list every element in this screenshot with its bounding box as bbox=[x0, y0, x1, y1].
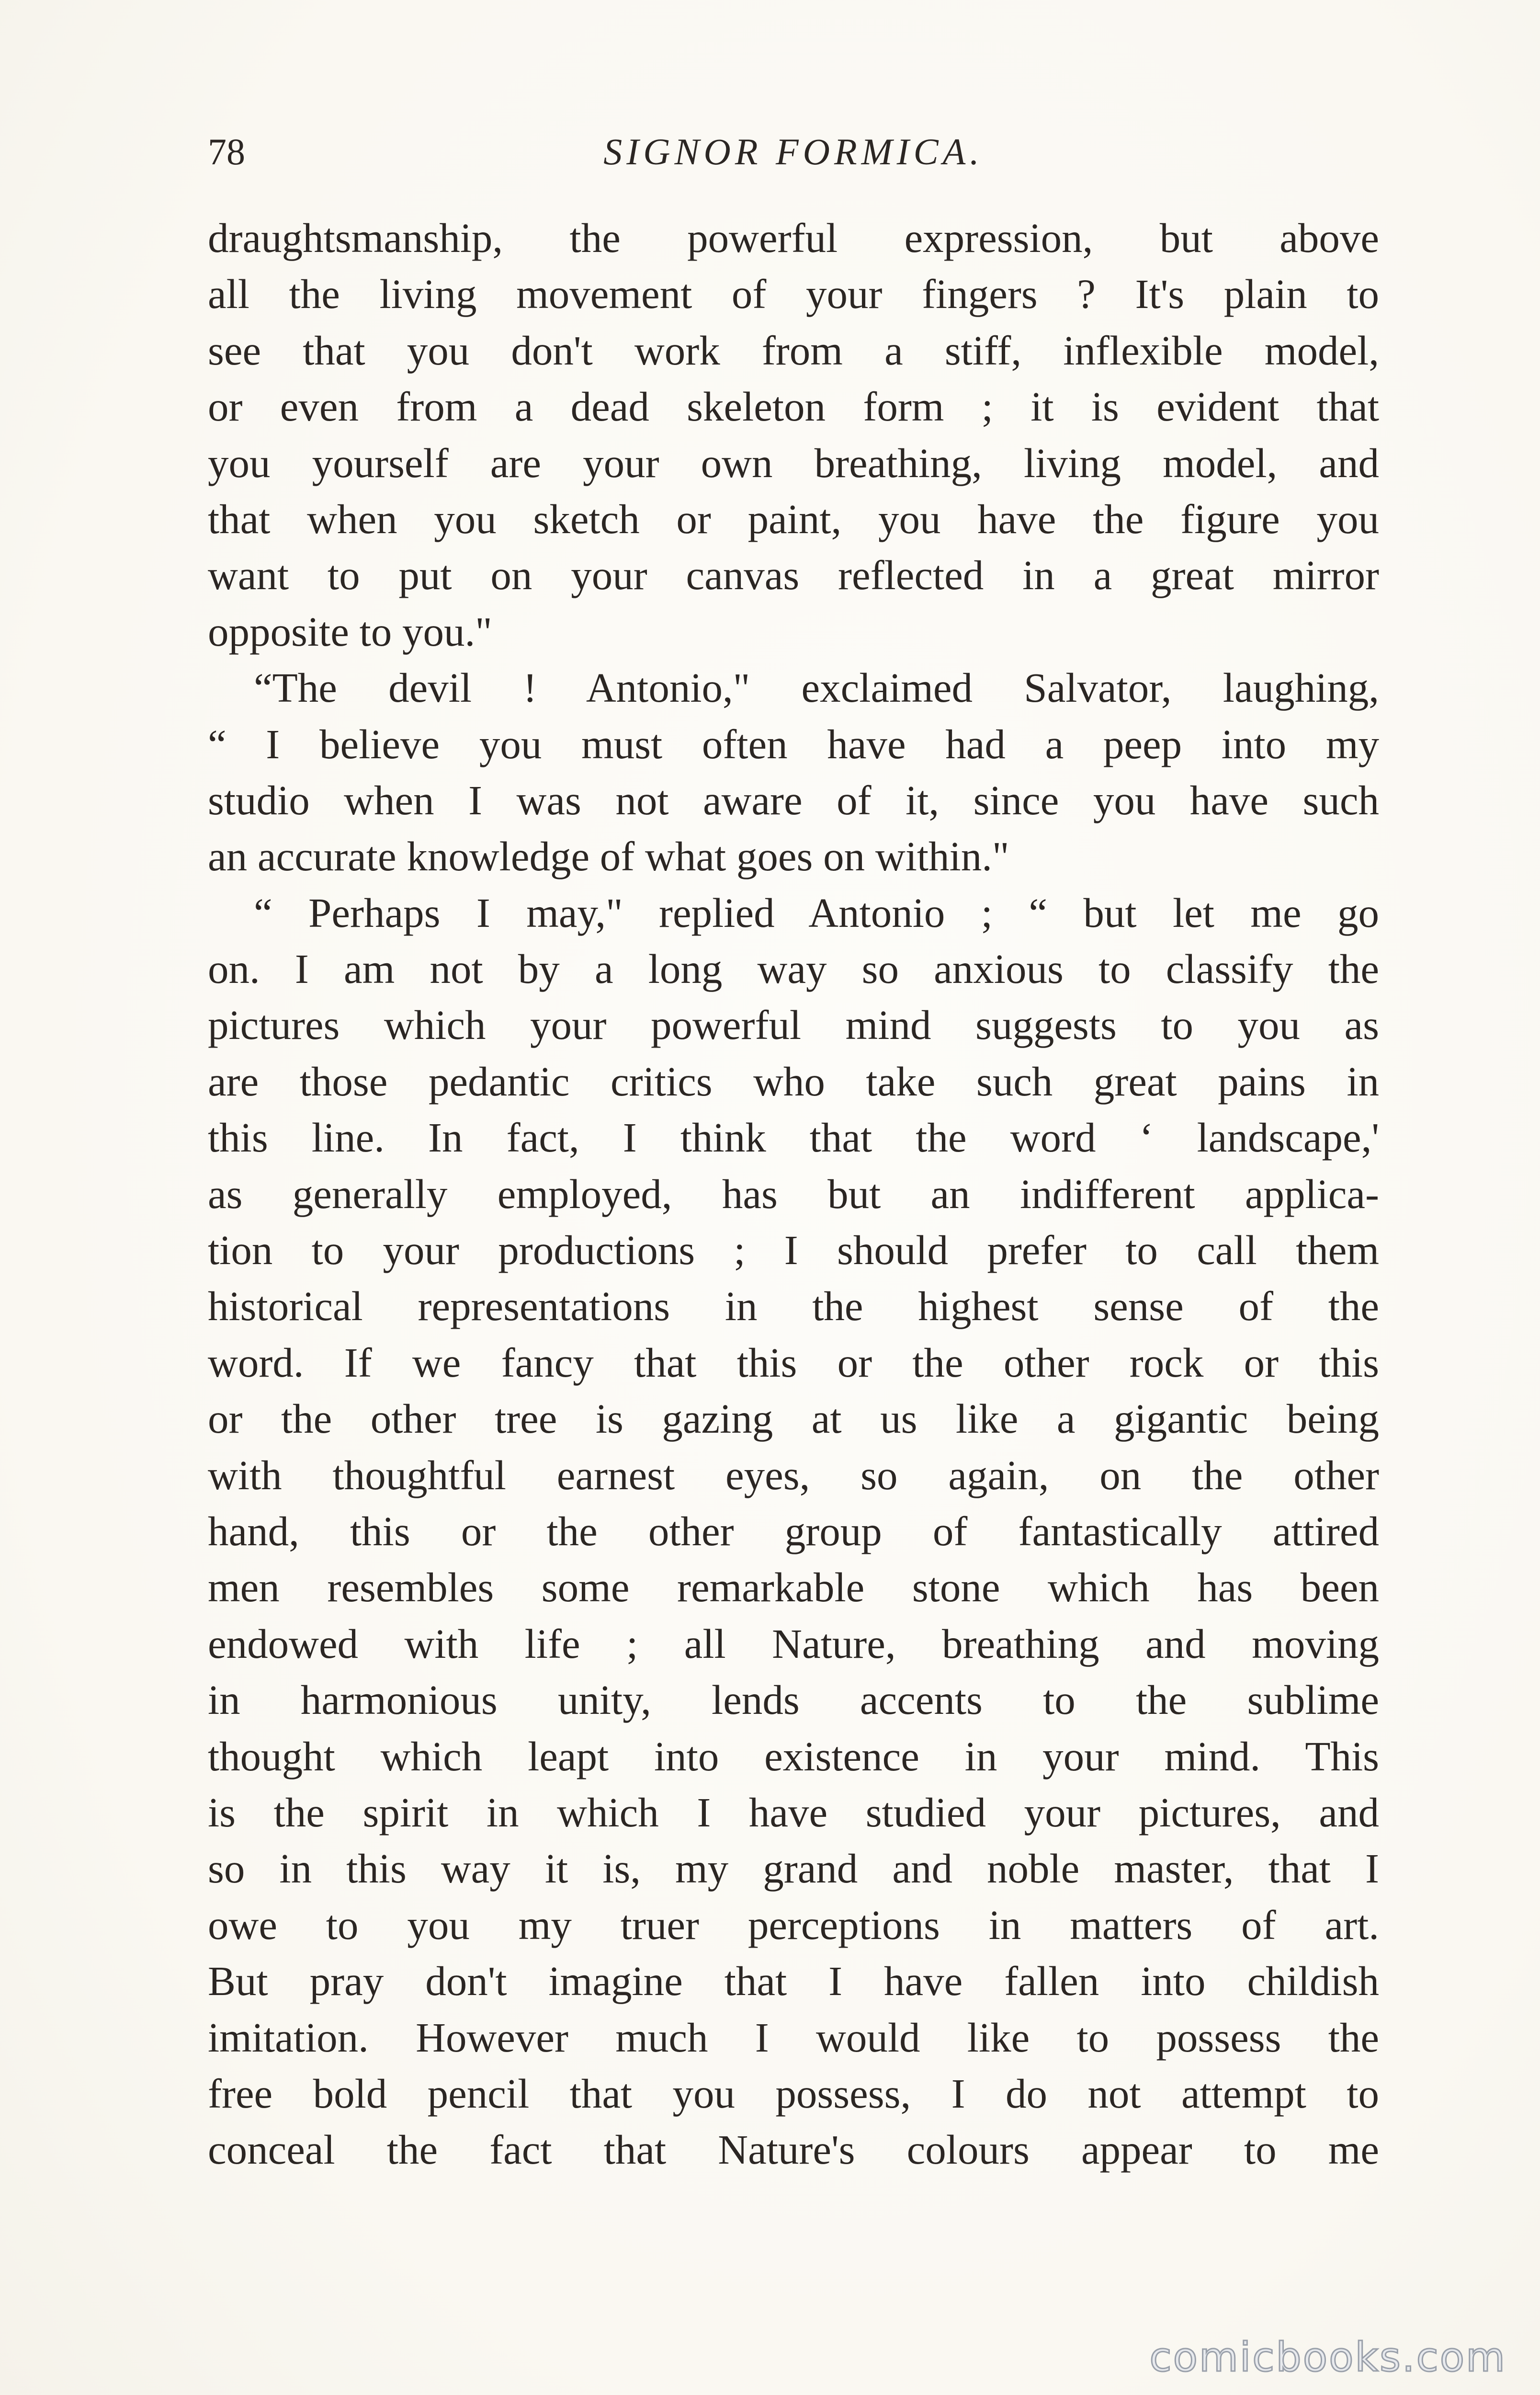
text-line: is the spirit in which I have studied your pictures, and bbox=[208, 1789, 1379, 1836]
text-line: endowed with life ; all Nature, breathing and moving bbox=[208, 1620, 1379, 1667]
text-line: imitation. However much I would like to possess the bbox=[208, 2014, 1379, 2061]
text-line: so in this way it is, my grand and noble master, that I bbox=[208, 1845, 1379, 1892]
running-head bbox=[208, 125, 1379, 178]
text-line: all the living movement of your fingers ? It's plain to bbox=[208, 271, 1379, 318]
watermark: comicbooks.com bbox=[1149, 2334, 1506, 2381]
text-line: conceal the fact that Nature's colours appear to me bbox=[208, 2126, 1379, 2173]
text-line: you yourself are your own breathing, living model, and bbox=[208, 439, 1379, 486]
text-line: draughtsmanship, the powerful expression, but above bbox=[208, 215, 1379, 261]
text-line: as generally employed, has but an indifferent applica- bbox=[208, 1170, 1379, 1217]
text-line: on. I am not by a long way so anxious to classify the bbox=[208, 946, 1379, 992]
text-line: “ I believe you must often have had a peep into my bbox=[208, 720, 1379, 767]
text-line: or the other tree is gazing at us like a gigantic being bbox=[208, 1395, 1379, 1442]
text-line: “ Perhaps I may," replied Antonio ; “ but let me go bbox=[254, 889, 1379, 936]
text-line: word. If we fancy that this or the other rock or this bbox=[208, 1339, 1379, 1386]
text-line: historical representations in the highest sense of the bbox=[208, 1283, 1379, 1330]
text-line: want to put on your canvas reflected in a great mirror bbox=[208, 552, 1379, 599]
text-line: opposite to you." bbox=[208, 608, 492, 655]
text-line: thought which leapt into existence in your mind. This bbox=[208, 1733, 1379, 1779]
page-number: 78 bbox=[208, 131, 245, 172]
text-line: studio when I was not aware of it, since you have such bbox=[208, 776, 1379, 823]
text-line: this line. In fact, I think that the word ‘ landscape,' bbox=[208, 1114, 1379, 1161]
text-line: “The devil ! Antonio," exclaimed Salvator, laughing, bbox=[254, 664, 1379, 711]
text-line: pictures which your powerful mind suggests to you as bbox=[208, 1002, 1379, 1049]
text-line: with thoughtful earnest eyes, so again, on the other bbox=[208, 1451, 1379, 1498]
text-line: But pray don't imagine that I have fallen into childish bbox=[208, 1958, 1379, 2005]
text-line: an accurate knowledge of what goes on within." bbox=[208, 833, 1009, 880]
text-line: are those pedantic critics who take such great pains in bbox=[208, 1058, 1379, 1105]
text-line: tion to your productions ; I should prefer to call them bbox=[208, 1227, 1379, 1274]
text-line: see that you don't work from a stiff, inflexible model, bbox=[208, 327, 1379, 374]
text-line: or even from a dead skeleton form ; it is evident that bbox=[208, 383, 1379, 430]
text-line: that when you sketch or paint, you have the figure you bbox=[208, 495, 1379, 542]
text-line: free bold pencil that you possess, I do not attempt to bbox=[208, 2070, 1379, 2117]
text-line: men resembles some remarkable stone which has been bbox=[208, 1564, 1379, 1611]
body-text bbox=[208, 210, 1379, 2178]
text-line: owe to you my truer perceptions in matters of art. bbox=[208, 1901, 1379, 1948]
text-line: hand, this or the other group of fantastically attired bbox=[208, 1507, 1379, 1554]
running-title: SIGNOR FORMICA. bbox=[603, 131, 984, 172]
text-line: in harmonious unity, lends accents to the sublime bbox=[208, 1676, 1379, 1723]
